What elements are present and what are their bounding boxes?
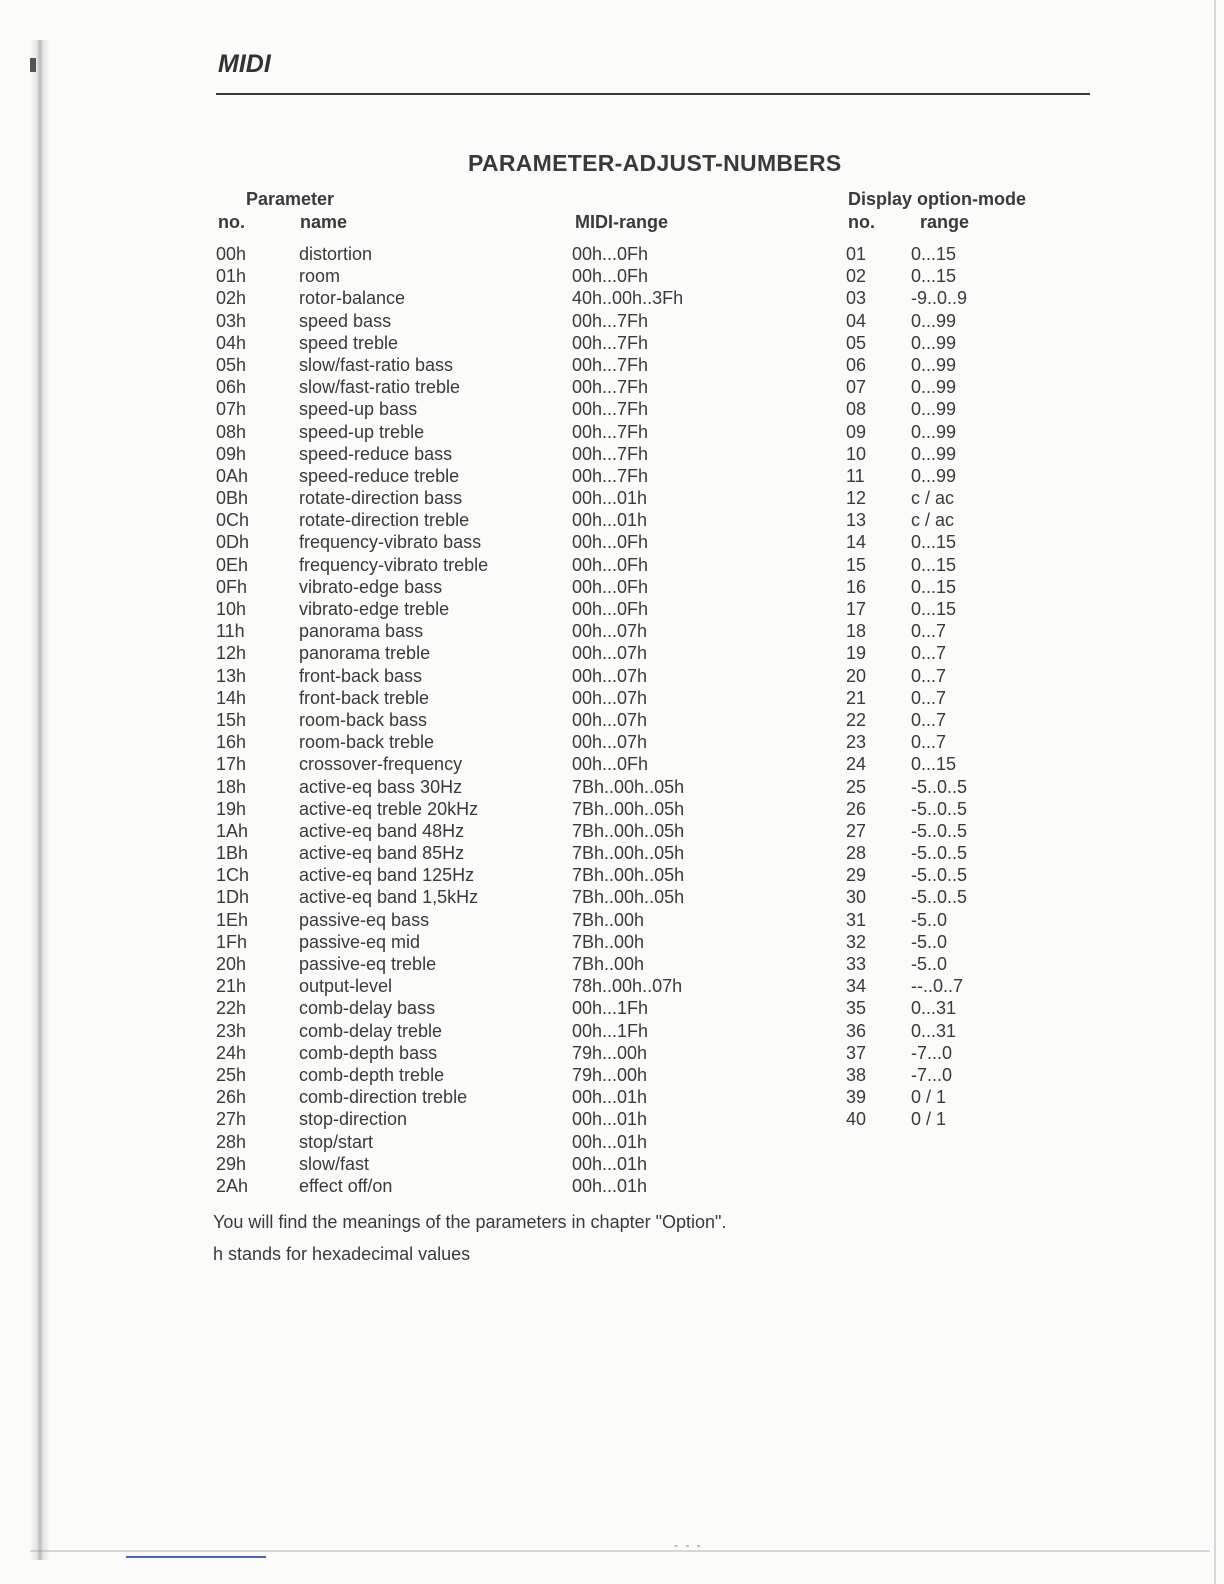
param-no: 06h bbox=[216, 377, 247, 398]
table-row bbox=[0, 642, 1224, 664]
display-no: 13 bbox=[846, 510, 867, 531]
display-no-column-header: no. bbox=[848, 212, 875, 232]
table-row bbox=[0, 376, 1224, 398]
table-row bbox=[0, 909, 1224, 931]
param-no: 13h bbox=[216, 665, 247, 686]
param-no: 23h bbox=[216, 1020, 247, 1041]
display-range: -5..0..5 bbox=[911, 798, 968, 819]
display-range: 0...99 bbox=[911, 332, 957, 353]
param-name: vibrato-edge bass bbox=[299, 576, 443, 597]
display-no: 20 bbox=[846, 665, 867, 686]
param-name: output-level bbox=[299, 976, 393, 997]
param-no: 1Bh bbox=[216, 843, 249, 864]
table-row bbox=[0, 1175, 1224, 1197]
midi-range: 79h...00h bbox=[572, 1042, 648, 1063]
display-no: 28 bbox=[846, 843, 867, 864]
display-no: 32 bbox=[846, 931, 867, 952]
display-range: 0...99 bbox=[911, 377, 957, 398]
param-name: active-eq band 48Hz bbox=[299, 820, 465, 841]
param-name: front-back bass bbox=[299, 665, 423, 686]
table-row bbox=[0, 465, 1224, 487]
param-name: panorama bass bbox=[299, 621, 424, 642]
display-range: 0...31 bbox=[911, 998, 957, 1019]
midi-range: 00h...7Fh bbox=[572, 310, 649, 331]
param-name: slow/fast-ratio treble bbox=[299, 377, 461, 398]
param-name: passive-eq mid bbox=[299, 931, 421, 952]
param-no: 01h bbox=[216, 266, 247, 287]
display-range: 0 / 1 bbox=[911, 1087, 947, 1108]
param-name: comb-delay bass bbox=[299, 998, 436, 1019]
midi-range: 00h...7Fh bbox=[572, 354, 649, 375]
display-no: 15 bbox=[846, 554, 867, 575]
param-name: room bbox=[299, 266, 341, 287]
param-no: 28h bbox=[216, 1131, 247, 1152]
display-range: 0...7 bbox=[911, 709, 947, 730]
midi-range: 7Bh..00h..05h bbox=[572, 798, 685, 819]
table-row bbox=[0, 1131, 1224, 1153]
midi-range: 00h...7Fh bbox=[572, 377, 649, 398]
param-name: front-back treble bbox=[299, 687, 430, 708]
param-no: 1Dh bbox=[216, 887, 250, 908]
parameter-group-header: Parameter bbox=[246, 189, 335, 209]
display-range: 0...15 bbox=[911, 599, 957, 619]
display-range: 0 / 1 bbox=[911, 1109, 947, 1130]
table-row bbox=[0, 886, 1224, 908]
display-range: 0...15 bbox=[911, 266, 957, 287]
table-row bbox=[0, 421, 1224, 443]
param-name: rotor-balance bbox=[299, 288, 406, 309]
table-row bbox=[0, 1086, 1224, 1108]
scan-mark bbox=[30, 58, 36, 72]
display-range: 0...15 bbox=[911, 554, 957, 575]
display-range: -5..0..5 bbox=[911, 776, 968, 797]
param-no: 0Eh bbox=[216, 554, 249, 575]
param-no: 17h bbox=[216, 754, 247, 775]
param-name: passive-eq bass bbox=[299, 909, 430, 930]
display-no: 02 bbox=[846, 266, 867, 287]
midi-range: 00h...01h bbox=[572, 1131, 648, 1152]
display-no: 31 bbox=[846, 909, 867, 930]
scan-edge-mark bbox=[126, 1556, 266, 1558]
display-no: 37 bbox=[846, 1042, 867, 1063]
display-no: 33 bbox=[846, 954, 867, 974]
param-name: frequency-vibrato bass bbox=[299, 532, 482, 553]
table-row bbox=[0, 487, 1224, 509]
table-row bbox=[0, 1108, 1224, 1130]
param-name: speed treble bbox=[299, 332, 399, 353]
midi-range: 00h...7Fh bbox=[572, 332, 649, 353]
table-row bbox=[0, 997, 1224, 1019]
param-name: speed-up bass bbox=[299, 399, 418, 420]
display-no: 16 bbox=[846, 576, 867, 597]
display-range: -5..0..5 bbox=[911, 843, 968, 864]
display-no: 23 bbox=[846, 732, 867, 753]
midi-range: 7Bh..00h..05h bbox=[572, 865, 685, 886]
midi-range: 7Bh..00h..05h bbox=[572, 776, 685, 797]
midi-range: 40h..00h..3Fh bbox=[572, 288, 684, 309]
display-no: 17 bbox=[846, 599, 867, 619]
midi-range: 00h...7Fh bbox=[572, 443, 649, 464]
display-no: 34 bbox=[846, 976, 867, 997]
param-name: stop/start bbox=[299, 1131, 374, 1152]
param-name: speed-reduce treble bbox=[299, 465, 460, 486]
midi-range: 00h...0Fh bbox=[572, 554, 649, 575]
table-row bbox=[0, 1042, 1224, 1064]
param-no: 05h bbox=[216, 354, 247, 375]
display-no: 09 bbox=[846, 421, 867, 442]
display-range: 0...99 bbox=[911, 465, 957, 486]
display-range: 0...15 bbox=[911, 532, 957, 553]
display-range: 0...99 bbox=[911, 399, 957, 420]
param-no: 19h bbox=[216, 798, 247, 819]
param-name: frequency-vibrato treble bbox=[299, 554, 489, 575]
param-no: 1Ch bbox=[216, 865, 250, 886]
param-no: 2Ah bbox=[216, 1175, 249, 1196]
display-no: 35 bbox=[846, 998, 867, 1019]
display-range: -7...0 bbox=[911, 1042, 953, 1063]
midi-range: 00h...01h bbox=[572, 1175, 648, 1196]
display-range: -5..0..5 bbox=[911, 865, 968, 886]
table-row bbox=[0, 243, 1224, 265]
display-no: 04 bbox=[846, 310, 867, 331]
param-name: speed-reduce bass bbox=[299, 443, 453, 464]
table-row bbox=[0, 620, 1224, 642]
header-rule bbox=[216, 93, 1090, 95]
display-no: 29 bbox=[846, 865, 867, 886]
midi-range: 00h...07h bbox=[572, 643, 648, 664]
param-no: 0Fh bbox=[216, 576, 248, 597]
display-range: 0...99 bbox=[911, 310, 957, 331]
display-no: 25 bbox=[846, 776, 867, 797]
display-no: 30 bbox=[846, 887, 867, 908]
param-name: active-eq band 1,5kHz bbox=[299, 887, 479, 908]
param-no: 0Bh bbox=[216, 488, 249, 509]
table-row bbox=[0, 1020, 1224, 1042]
param-no: 0Dh bbox=[216, 532, 250, 553]
display-no: 24 bbox=[846, 754, 867, 775]
no-column-header: no. bbox=[218, 212, 245, 232]
display-no: 19 bbox=[846, 643, 867, 664]
param-name: slow/fast bbox=[299, 1153, 370, 1174]
table-row bbox=[0, 287, 1224, 309]
param-no: 20h bbox=[216, 954, 247, 974]
display-range: 0...7 bbox=[911, 643, 947, 664]
param-name: distortion bbox=[299, 244, 373, 264]
display-range: 0...31 bbox=[911, 1020, 957, 1041]
display-range: 0...7 bbox=[911, 665, 947, 686]
display-range: --..0..7 bbox=[911, 976, 964, 997]
param-name: comb-depth treble bbox=[299, 1064, 445, 1085]
display-no: 36 bbox=[846, 1020, 867, 1041]
midi-range: 00h...01h bbox=[572, 1087, 648, 1108]
display-no: 12 bbox=[846, 488, 867, 509]
name-column-header: name bbox=[300, 212, 348, 232]
table-row bbox=[0, 953, 1224, 975]
midi-range: 00h...01h bbox=[572, 1153, 648, 1174]
param-name: crossover-frequency bbox=[299, 754, 463, 775]
display-no: 11 bbox=[846, 465, 865, 486]
table-row bbox=[0, 687, 1224, 709]
display-range: -5..0..5 bbox=[911, 820, 968, 841]
param-name: comb-depth bass bbox=[299, 1042, 438, 1063]
table-row bbox=[0, 753, 1224, 775]
table-row bbox=[0, 820, 1224, 842]
param-no: 03h bbox=[216, 310, 247, 331]
midi-range: 00h...7Fh bbox=[572, 421, 649, 442]
param-name: stop-direction bbox=[299, 1109, 408, 1130]
display-range: c / ac bbox=[911, 488, 955, 509]
display-no: 06 bbox=[846, 354, 867, 375]
display-no: 40 bbox=[846, 1109, 867, 1130]
table-row bbox=[0, 598, 1224, 620]
param-no: 27h bbox=[216, 1109, 247, 1130]
param-name: active-eq bass 30Hz bbox=[299, 776, 463, 797]
display-no: 07 bbox=[846, 377, 867, 398]
midi-range: 7Bh..00h bbox=[572, 909, 645, 930]
display-no: 18 bbox=[846, 621, 867, 642]
display-no: 27 bbox=[846, 820, 867, 841]
table-row bbox=[0, 709, 1224, 731]
display-no: 14 bbox=[846, 532, 867, 553]
param-name: slow/fast-ratio bass bbox=[299, 354, 454, 375]
table-row bbox=[0, 443, 1224, 465]
display-range: -5..0 bbox=[911, 909, 948, 930]
scan-edge-bottom bbox=[30, 1550, 1210, 1552]
midi-range: 7Bh..00h..05h bbox=[572, 843, 685, 864]
table-row bbox=[0, 864, 1224, 886]
display-range: 0...7 bbox=[911, 621, 947, 642]
display-range: 0...99 bbox=[911, 443, 957, 464]
param-no: 0Ch bbox=[216, 510, 250, 531]
param-name: comb-direction treble bbox=[299, 1087, 468, 1108]
display-range: -5..0..5 bbox=[911, 887, 968, 908]
table-row bbox=[0, 531, 1224, 553]
display-no: 01 bbox=[846, 244, 867, 264]
display-range: 0...7 bbox=[911, 687, 947, 708]
display-no: 22 bbox=[846, 709, 867, 730]
display-no: 10 bbox=[846, 443, 867, 464]
midi-range: 00h...01h bbox=[572, 510, 648, 531]
midi-range: 00h...07h bbox=[572, 687, 648, 708]
midi-range: 00h...7Fh bbox=[572, 399, 649, 420]
param-name: speed-up treble bbox=[299, 421, 425, 442]
param-name: passive-eq treble bbox=[299, 954, 437, 974]
display-range: 0...7 bbox=[911, 732, 947, 753]
display-range: 0...15 bbox=[911, 244, 957, 264]
midi-range: 7Bh..00h bbox=[572, 931, 645, 952]
midi-range: 7Bh..00h bbox=[572, 954, 645, 974]
midi-range: 00h...7Fh bbox=[572, 465, 649, 486]
midi-range: 7Bh..00h..05h bbox=[572, 820, 685, 841]
param-name: active-eq band 125Hz bbox=[299, 865, 475, 886]
param-no: 26h bbox=[216, 1087, 247, 1108]
param-name: active-eq band 85Hz bbox=[299, 843, 465, 864]
section-header: MIDI bbox=[218, 50, 271, 78]
display-range: 0...15 bbox=[911, 576, 957, 597]
display-no: 39 bbox=[846, 1087, 867, 1108]
param-no: 09h bbox=[216, 443, 247, 464]
midi-range: 00h...0Fh bbox=[572, 599, 649, 619]
display-range: c / ac bbox=[911, 510, 955, 531]
page-number-fragment: - - - bbox=[674, 1538, 703, 1552]
table-row bbox=[0, 731, 1224, 753]
midi-range: 00h...1Fh bbox=[572, 1020, 649, 1041]
midi-range: 00h...0Fh bbox=[572, 754, 649, 775]
display-no: 05 bbox=[846, 332, 867, 353]
param-name: vibrato-edge treble bbox=[299, 599, 450, 619]
display-no: 26 bbox=[846, 798, 867, 819]
midi-range: 00h...0Fh bbox=[572, 532, 649, 553]
param-name: speed bass bbox=[299, 310, 392, 331]
display-no: 38 bbox=[846, 1064, 867, 1085]
display-no: 03 bbox=[846, 288, 867, 309]
display-no: 08 bbox=[846, 399, 867, 420]
table-row bbox=[0, 776, 1224, 798]
midi-range: 00h...07h bbox=[572, 732, 648, 753]
param-no: 00h bbox=[216, 244, 247, 264]
footnote-option: You will find the meanings of the parameters in chapter "Option". bbox=[213, 1212, 727, 1232]
table-row bbox=[0, 554, 1224, 576]
display-range: 0...15 bbox=[911, 754, 957, 775]
param-no: 1Ah bbox=[216, 820, 249, 841]
table-row bbox=[0, 332, 1224, 354]
table-row bbox=[0, 310, 1224, 332]
table-row bbox=[0, 1153, 1224, 1175]
midi-range: 00h...07h bbox=[572, 665, 648, 686]
footnote-hex: h stands for hexadecimal values bbox=[213, 1244, 471, 1264]
midi-range: 00h...01h bbox=[572, 1109, 648, 1130]
midi-range: 00h...07h bbox=[572, 621, 648, 642]
param-name: rotate-direction treble bbox=[299, 510, 470, 531]
display-range: -7...0 bbox=[911, 1064, 953, 1085]
table-row bbox=[0, 354, 1224, 376]
table-row bbox=[0, 576, 1224, 598]
table-row bbox=[0, 665, 1224, 687]
param-no: 12h bbox=[216, 643, 247, 664]
param-no: 11h bbox=[216, 621, 245, 642]
param-name: effect off/on bbox=[299, 1175, 393, 1196]
param-name: active-eq treble 20kHz bbox=[299, 798, 479, 819]
param-no: 07h bbox=[216, 399, 247, 420]
midi-range: 00h...0Fh bbox=[572, 266, 649, 287]
midi-range: 00h...0Fh bbox=[572, 576, 649, 597]
display-range-column-header: range bbox=[920, 212, 970, 232]
table-row bbox=[0, 509, 1224, 531]
param-no: 10h bbox=[216, 599, 247, 619]
param-no: 1Fh bbox=[216, 931, 248, 952]
table-row bbox=[0, 265, 1224, 287]
param-no: 15h bbox=[216, 709, 247, 730]
display-range: -9..0..9 bbox=[911, 288, 968, 309]
param-no: 1Eh bbox=[216, 909, 249, 930]
page-title: PARAMETER-ADJUST-NUMBERS bbox=[468, 150, 842, 176]
param-name: room-back bass bbox=[299, 709, 428, 730]
table-row bbox=[0, 842, 1224, 864]
midi-range: 00h...07h bbox=[572, 709, 648, 730]
param-no: 25h bbox=[216, 1064, 247, 1085]
param-no: 08h bbox=[216, 421, 247, 442]
param-no: 16h bbox=[216, 732, 247, 753]
midi-range-column-header: MIDI-range bbox=[575, 212, 669, 232]
display-group-header: Display option-mode bbox=[848, 189, 1027, 209]
table-row bbox=[0, 398, 1224, 420]
param-no: 14h bbox=[216, 687, 247, 708]
param-name: room-back treble bbox=[299, 732, 435, 753]
midi-range: 7Bh..00h..05h bbox=[572, 887, 685, 908]
param-no: 29h bbox=[216, 1153, 247, 1174]
param-no: 02h bbox=[216, 288, 247, 309]
midi-range: 00h...0Fh bbox=[572, 244, 649, 264]
param-no: 0Ah bbox=[216, 465, 249, 486]
display-range: -5..0 bbox=[911, 954, 948, 974]
midi-range: 78h..00h..07h bbox=[572, 976, 683, 997]
display-range: 0...99 bbox=[911, 354, 957, 375]
param-no: 24h bbox=[216, 1042, 247, 1063]
table-row bbox=[0, 1064, 1224, 1086]
display-range: -5..0 bbox=[911, 931, 948, 952]
param-name: rotate-direction bass bbox=[299, 488, 463, 509]
param-no: 04h bbox=[216, 332, 247, 353]
display-range: 0...99 bbox=[911, 421, 957, 442]
table-row bbox=[0, 975, 1224, 997]
param-no: 22h bbox=[216, 998, 247, 1019]
param-name: comb-delay treble bbox=[299, 1020, 443, 1041]
param-no: 18h bbox=[216, 776, 247, 797]
param-no: 21h bbox=[216, 976, 247, 997]
midi-range: 00h...1Fh bbox=[572, 998, 649, 1019]
midi-range: 00h...01h bbox=[572, 488, 648, 509]
midi-range: 79h...00h bbox=[572, 1064, 648, 1085]
table-row bbox=[0, 931, 1224, 953]
parameter-table bbox=[0, 243, 1224, 1197]
table-row bbox=[0, 798, 1224, 820]
param-name: panorama treble bbox=[299, 643, 431, 664]
display-no: 21 bbox=[846, 687, 867, 708]
